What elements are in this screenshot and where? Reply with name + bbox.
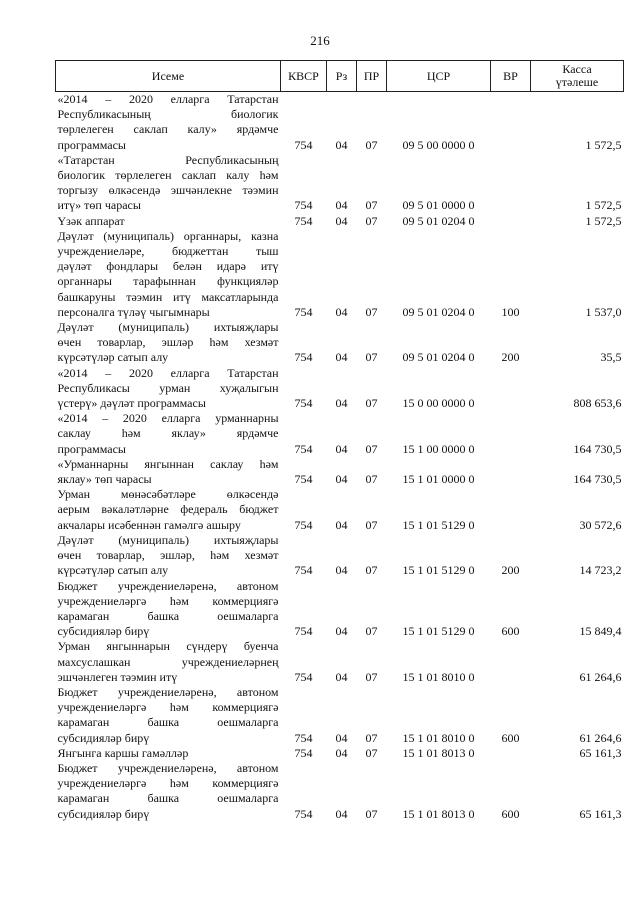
row-pr: 07: [365, 745, 378, 760]
row-pr: 07: [365, 806, 378, 821]
row-pr: 07: [365, 517, 378, 532]
row-amount: 15 849,4: [579, 624, 622, 639]
row-name-line: үстерү» дәүләт программасы: [57, 396, 206, 411]
row-vr: [491, 639, 531, 685]
row-vr: 200: [501, 350, 520, 365]
header-name: Исеме: [56, 61, 281, 92]
row-csr: 15 1 00 0000 0: [402, 441, 475, 456]
header-amount-line2: үтәлеше: [555, 75, 599, 89]
row-name-line: «2014 – 2020 елларга урманнарны: [57, 411, 279, 426]
table-row: [56, 761, 624, 822]
row-pr: 07: [365, 563, 378, 578]
row-vr: [491, 366, 531, 412]
row-name: [56, 411, 281, 457]
row-amount: 1 572,5: [585, 213, 622, 228]
row-name-line: башкаруны тәэмин итү максатларында: [57, 289, 279, 304]
table-row: [56, 639, 624, 685]
row-rz: 04: [335, 669, 348, 684]
row-pr: 07: [365, 137, 378, 152]
row-csr: 09 5 01 0204 0: [402, 350, 475, 365]
row-amount: 164 730,5: [573, 472, 622, 487]
row-name-line: төрлелеген саклап калу» ярдәмче: [57, 122, 279, 137]
row-vr: 200: [501, 563, 520, 578]
row-name-line: өчен товарлар, эшләр һәм хезмәт: [57, 335, 279, 350]
row-rz: 04: [335, 213, 348, 228]
table-body: [56, 92, 624, 822]
row-name-line: Бюджет учреждениеләренә, автоном: [57, 578, 279, 593]
row-pr: 07: [365, 198, 378, 213]
row-name-line: махсуслашкан учреждениеләрнең: [57, 654, 279, 669]
row-pr: 07: [365, 730, 378, 745]
table-row: [56, 320, 624, 366]
page-number: 216: [310, 33, 330, 48]
row-name: [56, 639, 281, 685]
row-name-line: биологик төрлелеген саклап калу һәм: [57, 168, 279, 183]
row-name-line: «2014 – 2020 елларга Татарстан: [57, 92, 279, 106]
row-name: [56, 320, 281, 366]
row-amount: 61 264,6: [579, 669, 622, 684]
header-pr: ПР: [357, 61, 387, 92]
row-rz: 04: [335, 517, 348, 532]
row-name: [56, 229, 281, 320]
row-rz: 04: [335, 350, 348, 365]
row-name-line: программасы: [57, 441, 126, 456]
row-rz: 04: [335, 472, 348, 487]
row-name-line: Янгынга каршы гамәлләр: [57, 745, 189, 760]
row-vr: 600: [501, 806, 520, 821]
row-name-line: карамаган башка оешмаларга: [57, 608, 279, 623]
row-csr: 15 1 01 5129 0: [402, 624, 475, 639]
row-kvsr: 754: [294, 806, 313, 821]
row-kvsr: 754: [294, 624, 313, 639]
row-csr: 15 1 01 8010 0: [402, 669, 475, 684]
row-vr: [491, 92, 531, 153]
row-kvsr: 754: [294, 396, 313, 411]
row-name: [56, 761, 281, 822]
row-name-line: торгызу өлкәсендә эшчәнлекне тәэмин: [57, 183, 279, 198]
row-name: [56, 214, 281, 229]
row-name-line: дәүләт фондлары белән идарә итү: [57, 259, 279, 274]
row-name-line: «2014 – 2020 елларга Татарстан: [57, 365, 279, 380]
row-vr: [491, 153, 531, 214]
row-vr: [491, 214, 531, 229]
row-amount: 1 572,5: [585, 137, 622, 152]
row-amount: 164 730,5: [573, 441, 622, 456]
row-name-line: Республикасы урман хуҗалыгын: [57, 380, 279, 395]
row-csr: 09 5 00 0000 0: [402, 137, 475, 152]
row-kvsr: 754: [294, 441, 313, 456]
row-csr: 15 1 01 5129 0: [402, 563, 475, 578]
row-kvsr: 754: [294, 745, 313, 760]
row-vr: 600: [501, 624, 520, 639]
row-name-line: учреждениеләргә һәм коммерциягә: [57, 700, 279, 715]
row-vr: [491, 746, 531, 761]
row-name-line: программасы: [57, 137, 126, 152]
row-name-line: «Урманнарны янгыннан саклау һәм: [57, 456, 279, 471]
row-csr: 15 1 01 0000 0: [402, 472, 475, 487]
row-amount: 65 161,3: [579, 745, 622, 760]
table-row: [56, 533, 624, 579]
row-csr: 15 0 00 0000 0: [402, 396, 475, 411]
table-row: [56, 457, 624, 487]
row-name-line: Дәүләт (муниципаль) органнары, казна: [57, 228, 279, 243]
row-name-line: Урман мөнәсәбәтләре өлкәсендә: [57, 487, 279, 502]
row-rz: 04: [335, 441, 348, 456]
row-amount: 1 537,0: [585, 304, 622, 319]
row-vr: 600: [501, 730, 520, 745]
row-name-line: Урман янгыннарын сүндерү буенча: [57, 639, 279, 654]
header-vr: ВР: [491, 61, 531, 92]
table-header-row: [56, 61, 624, 92]
row-pr: 07: [365, 350, 378, 365]
row-name: [56, 579, 281, 640]
row-rz: 04: [335, 745, 348, 760]
row-name-line: Бюджет учреждениеләренә, автоном: [57, 760, 279, 775]
table-row: [56, 214, 624, 229]
row-pr: 07: [365, 669, 378, 684]
row-rz: 04: [335, 396, 348, 411]
row-name: [56, 487, 281, 533]
row-kvsr: 754: [294, 472, 313, 487]
row-rz: 04: [335, 624, 348, 639]
row-name-line: Бюджет учреждениеләренә, автоном: [57, 684, 279, 699]
row-name-line: күрсәтүләр сатып алу: [57, 563, 169, 578]
row-name: [56, 533, 281, 579]
row-name-line: яклау» төп чарасы: [57, 472, 152, 487]
row-name-line: Республикасының биологик: [57, 107, 279, 122]
row-vr: [491, 457, 531, 487]
row-name: [56, 366, 281, 412]
header-amount: [531, 61, 624, 92]
row-kvsr: 754: [294, 304, 313, 319]
row-name-line: персоналга түләү чыгымнары: [57, 304, 210, 319]
row-name-line: субсидияләр бирү: [57, 624, 150, 639]
row-vr: 100: [501, 304, 520, 319]
row-name: [56, 457, 281, 487]
header-kvsr: КВСР: [281, 61, 327, 92]
row-csr: 15 1 01 8013 0: [402, 806, 475, 821]
row-kvsr: 754: [294, 730, 313, 745]
row-kvsr: 754: [294, 563, 313, 578]
row-kvsr: 754: [294, 669, 313, 684]
row-pr: 07: [365, 441, 378, 456]
row-pr: 07: [365, 624, 378, 639]
row-name-line: органнары тарафыннан функцияләр: [57, 274, 279, 289]
row-name-line: учреждениеләргә һәм коммерциягә: [57, 776, 279, 791]
table-row: [56, 411, 624, 457]
row-rz: 04: [335, 806, 348, 821]
table-row: [56, 92, 624, 153]
row-name-line: «Татарстан Республикасының: [57, 152, 279, 167]
row-name-line: саклау һәм яклау» ярдәмче: [57, 426, 279, 441]
row-csr: 15 1 01 5129 0: [402, 517, 475, 532]
table-row: [56, 746, 624, 761]
table-row: [56, 229, 624, 320]
row-name-line: Дәүләт (муниципаль) ихтыяҗлары: [57, 320, 279, 335]
row-csr: 15 1 01 8013 0: [402, 745, 475, 760]
row-name: [56, 92, 281, 153]
row-name-line: эшчәнлеген тәэмин итү: [57, 669, 178, 684]
table-row: [56, 366, 624, 412]
row-rz: 04: [335, 730, 348, 745]
row-csr: 09 5 01 0000 0: [402, 198, 475, 213]
row-kvsr: 754: [294, 517, 313, 532]
row-name-line: учреждениеләре, бюджеттан тыш: [57, 244, 279, 259]
row-kvsr: 754: [294, 213, 313, 228]
row-name: [56, 746, 281, 761]
row-pr: 07: [365, 396, 378, 411]
row-amount: 808 653,6: [573, 396, 622, 411]
row-name-line: учреждениеләргә һәм коммерциягә: [57, 593, 279, 608]
row-name-line: күрсәтүләр сатып алу: [57, 350, 169, 365]
row-vr: [491, 487, 531, 533]
row-amount: 65 161,3: [579, 806, 622, 821]
row-name-line: өчен товарлар, эшләр, һәм хезмәт: [57, 548, 279, 563]
row-rz: 04: [335, 137, 348, 152]
row-amount: 14 723,2: [579, 563, 622, 578]
row-name-line: аерым вәкаләтләрне федераль бюджет: [57, 502, 279, 517]
row-amount: 61 264,6: [579, 730, 622, 745]
row-pr: 07: [365, 213, 378, 228]
row-vr: [491, 411, 531, 457]
row-name: [56, 685, 281, 746]
table-row: [56, 685, 624, 746]
row-name-line: субсидияләр бирү: [57, 806, 150, 821]
row-amount: 30 572,6: [579, 517, 622, 532]
row-pr: 07: [365, 472, 378, 487]
row-name: [56, 153, 281, 214]
row-rz: 04: [335, 304, 348, 319]
header-csr: ЦСР: [387, 61, 491, 92]
row-name-line: субсидияләр бирү: [57, 730, 150, 745]
row-amount: 1 572,5: [585, 198, 622, 213]
row-name-line: акчалары исәбеннән гамәлгә ашыру: [57, 517, 241, 532]
row-kvsr: 754: [294, 350, 313, 365]
row-name-line: итү» төп чарасы: [57, 198, 141, 213]
row-name-line: карамаган башка оешмаларга: [57, 715, 279, 730]
row-pr: 07: [365, 304, 378, 319]
header-rz: Рз: [327, 61, 357, 92]
row-name-line: Үзәк аппарат: [57, 213, 125, 228]
row-csr: 15 1 01 8010 0: [402, 730, 475, 745]
row-csr: 09 5 01 0204 0: [402, 213, 475, 228]
table-row: [56, 579, 624, 640]
row-name-line: Дәүләт (муниципаль) ихтыяҗлары: [57, 532, 279, 547]
row-csr: 09 5 01 0204 0: [402, 304, 475, 319]
row-kvsr: 754: [294, 198, 313, 213]
row-rz: 04: [335, 198, 348, 213]
budget-table: [55, 60, 624, 822]
row-kvsr: 754: [294, 137, 313, 152]
table-row: [56, 153, 624, 214]
row-rz: 04: [335, 563, 348, 578]
row-name-line: карамаган башка оешмаларга: [57, 791, 279, 806]
header-amount-line1: Касса: [562, 62, 592, 76]
row-amount: 35,5: [600, 350, 622, 365]
table-row: [56, 487, 624, 533]
